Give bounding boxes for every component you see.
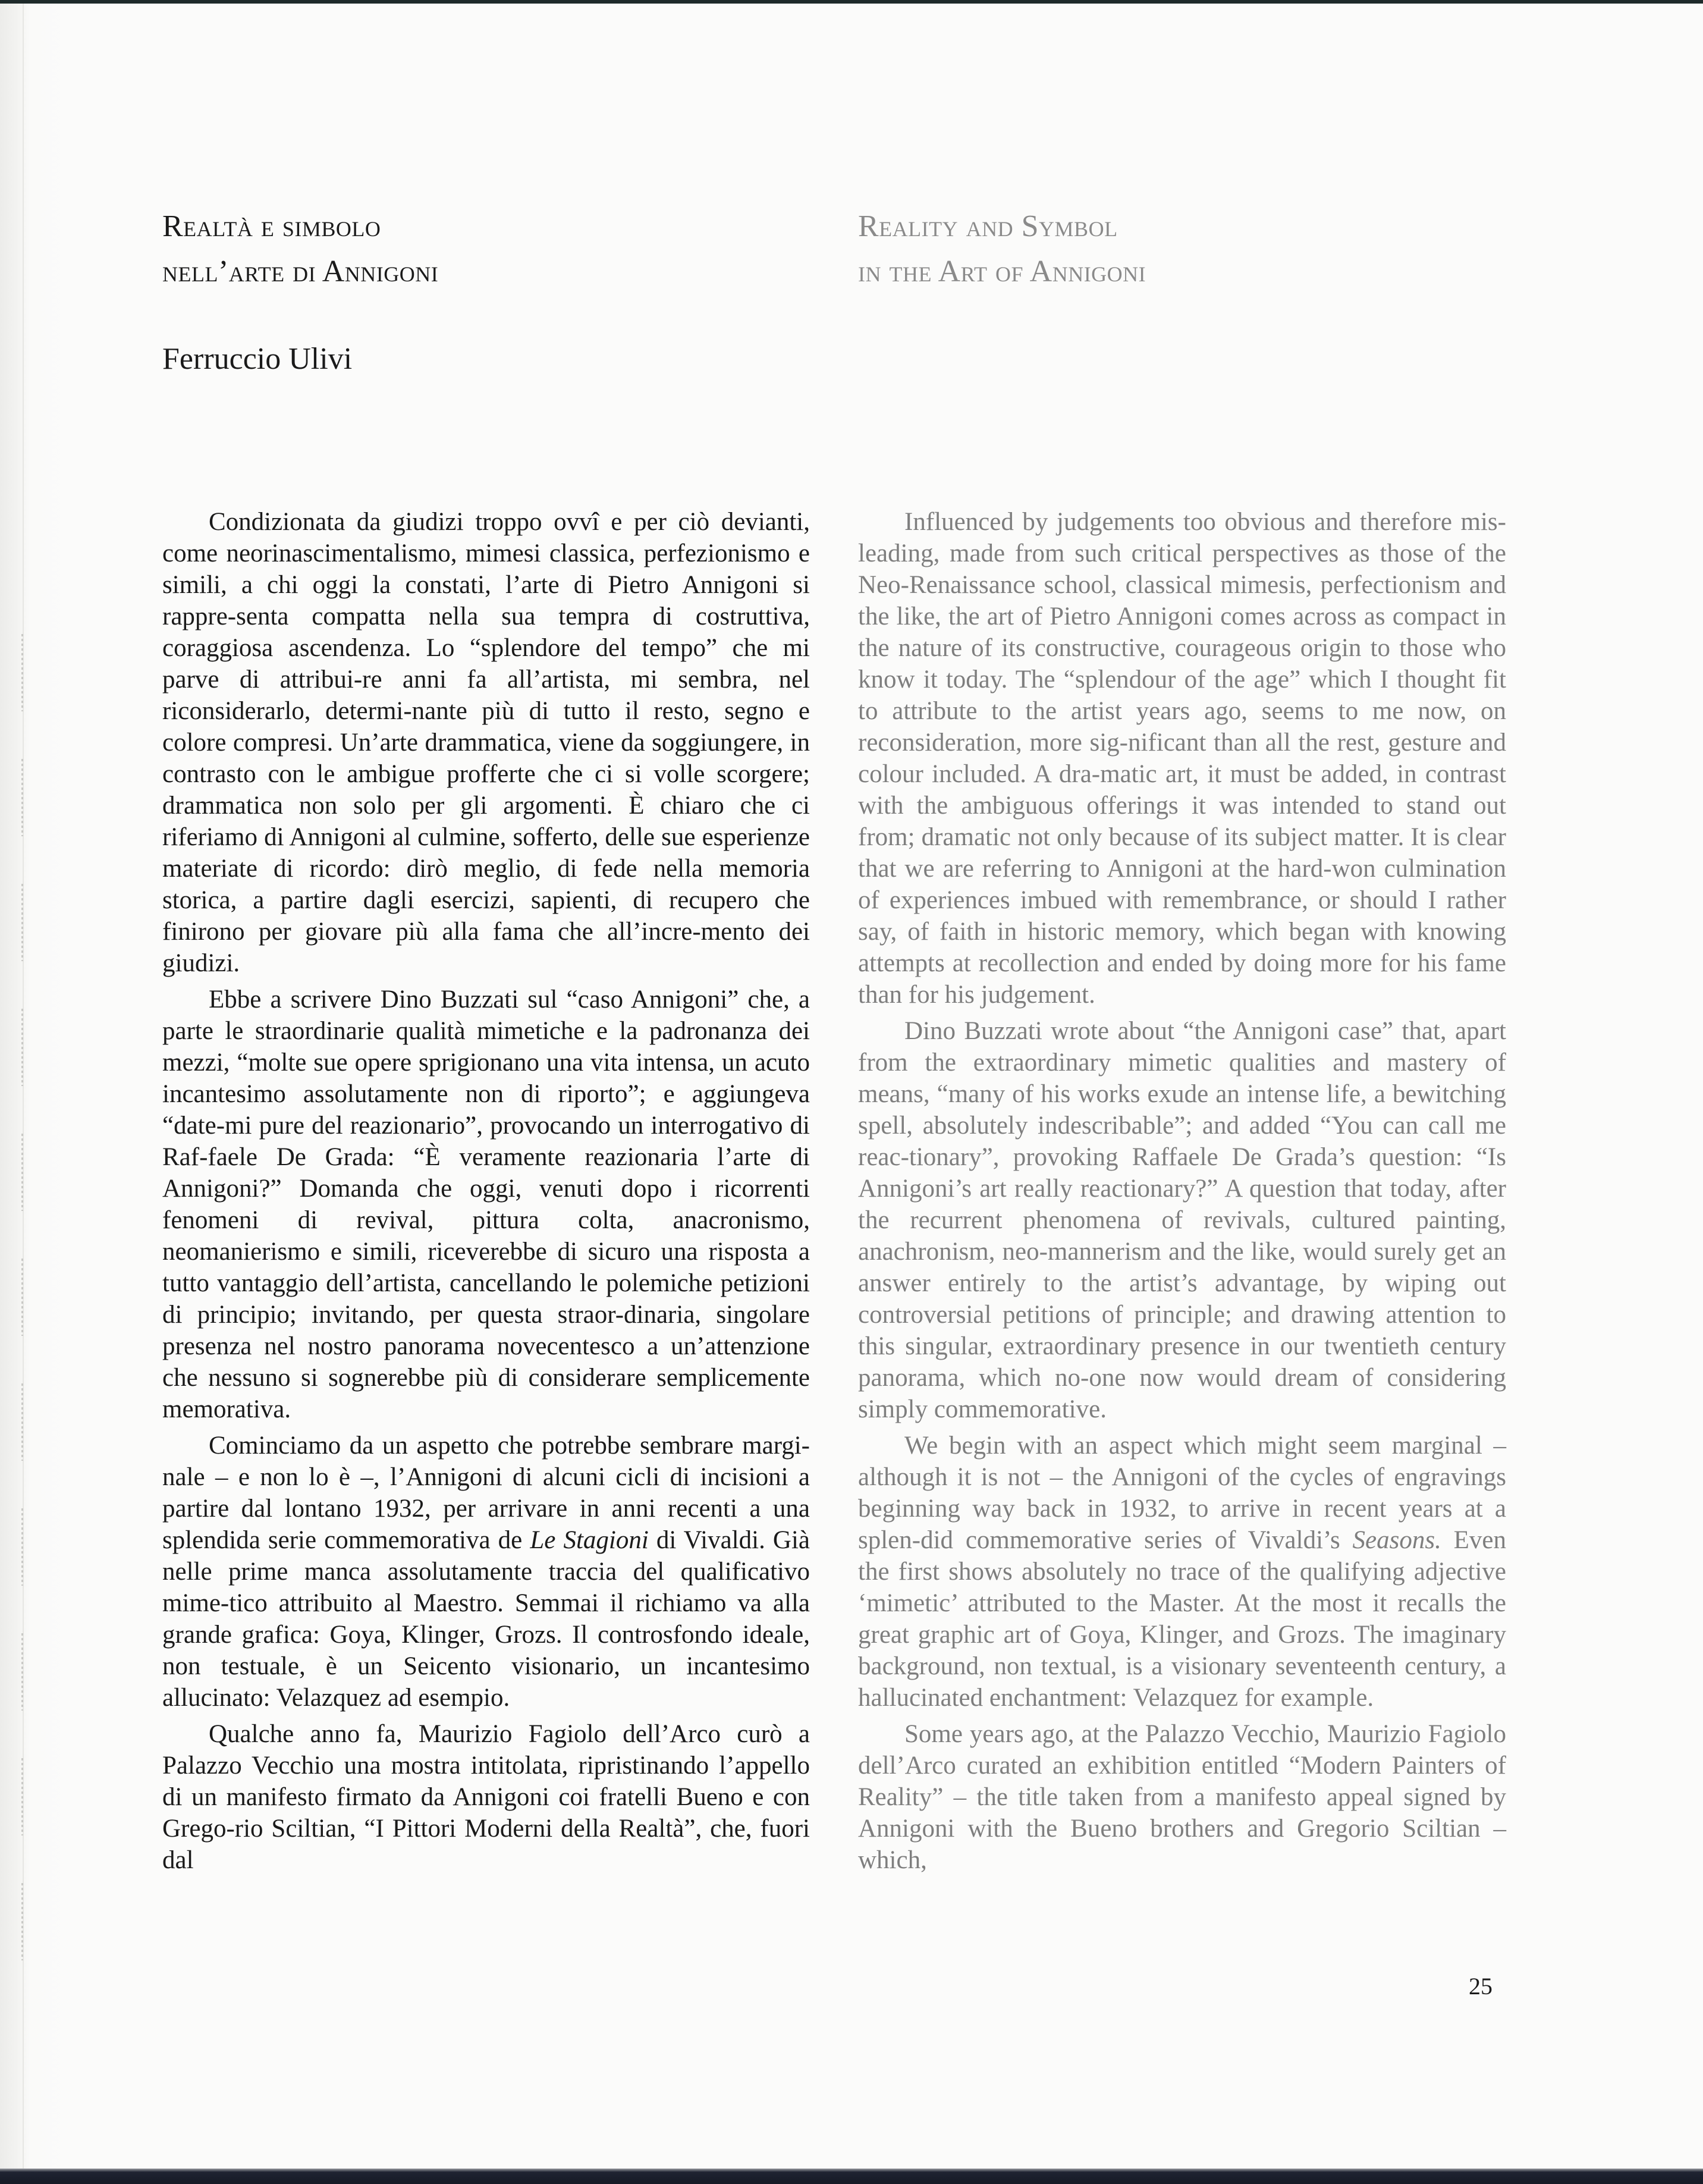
italian-paragraph: Condizionata da giudizi troppo ovvî e per ciò devianti, come neorinascimentalismo, mimesi classica, perfezionismo e simili, a chi oggi la constati, l’arte di Pietro Annigoni si rappre-senta compatta nella sua tempra di costruttiva, coraggiosa ascendenza. Lo “splendore del tempo” che mi parve di attribui-re anni fa all’artista, mi sembra, nel riconsiderarlo, determi-nante più di tutto il resto, segno e colore compresi. Un’arte drammatica, viene da soggiungere, in contrasto con le ambigue profferte che ci si volle scorgere; drammatica non solo per gli argomenti. È chiaro che ci riferiamo di Annigoni al culmine, sofferto, delle sue esperienze materiate di ricordo: dirò meglio, di fede nella memoria storica, a partire dagli esercizi, sapienti, di recupero che finirono per giovare più alla fama che all’incre-mento dei giudizi.: [162, 508, 810, 977]
book-gutter: [23, 4, 24, 2169]
page-number: 25: [1469, 1973, 1493, 2000]
italian-paragraph-text: Cominciamo da un aspetto che potrebbe sembrare margi-nale – e non lo è –, l’Annigoni di alcuni cicli di incisioni a partire dal lontano 1932, per arrivare in anni recenti a una splendida serie commemorativa de: [162, 1432, 810, 1554]
english-text-column: [858, 506, 1506, 1881]
binding-stitch: [21, 1758, 23, 1835]
english-title-line-1: Reality and Symbol: [858, 209, 1118, 243]
english-paragraph: Influenced by judgements too obvious and therefore mis-leading, made from such critical perspectives as those of the Neo-Renaissance school, classical mimesis, perfectionism and the like, the art of Pietro Annigoni comes across as compact in the nature of its constructive, courageous origin to those who know it today. The “splendour of the age” which I thought fit to attribute to the artist years ago, seems to me now, on reconsideration, more sig-nificant than all the rest, gesture and colour included. A dra-matic art, it must be added, in contrast with the ambiguous offerings it was intended to stand out from; dramatic not only because of its subject matter. It is clear that we are referring to Annigoni at the hard-won culmination of experiences imbued with remembrance, or should I rather say, of faith in historic memory, which began with knowing attempts at recollection and ended by doing more for his fame than for his judgement.: [858, 508, 1506, 1009]
binding-stitch: [21, 1134, 23, 1211]
italic-work-title: Le Stagioni: [530, 1526, 649, 1554]
english-paragraph: Dino Buzzati wrote about “the Annigoni case” that, apart from the extraordinary mimetic qualities and mastery of means, “many of his works exude an intense life, a bewitching spell, absolutely indescribable”; and added “You can call me reac-tionary”, provoking Raffaele De Grada’s question: “Is Annigoni’s art really reactionary?” A question that today, after the recurrent phenomena of revivals, cultured painting, anachronism, neo-mannerism and the like, would surely get an answer entirely to the artist’s advantage, by wiping out controversial petitions of principle; and drawing attention to this singular, extraordinary presence in our twentieth century panorama, which no-one now would dream of considering simply commemorative.: [858, 1017, 1506, 1423]
english-paragraph: [858, 1430, 1506, 1714]
italian-title-line-2: nell’arte di Annigoni: [162, 255, 439, 288]
english-title: [858, 204, 1146, 294]
binding-stitch: [21, 1883, 23, 1960]
italian-paragraph: [162, 1430, 810, 1714]
italian-title-line-1: Realtà e simbolo: [162, 209, 381, 243]
binding-stitch: [21, 1508, 23, 1586]
italian-text-column: [162, 506, 810, 1881]
italian-paragraph: Qualche anno fa, Maurizio Fagiolo dell’Arco curò a Palazzo Vecchio una mostra intitolata, ripristinando l’appello di un manifesto firmato da Annigoni coi fratelli Bueno e con Grego-rio Sciltian, “I Pittori Moderni della Realtà”, che, fuori dal: [162, 1720, 810, 1874]
binding-stitch: [21, 1259, 23, 1336]
binding-stitch: [21, 1009, 23, 1086]
binding-stitch: [21, 759, 23, 836]
english-title-line-2: in the Art of Annigoni: [858, 255, 1146, 288]
author-name: Ferruccio Ulivi: [162, 342, 353, 376]
italic-work-title: Seasons.: [1352, 1526, 1441, 1554]
english-paragraph-text: Even the first shows absolutely no trace of the qualifying adjective ‘mimetic’ attributed to the Master. At the most it recalls the great graphic art of Goya, Klinger, and Grozs. The imaginary background, non textual, is a visionary seventeenth century, a hallucinated enchantment: Velazquez for example.: [858, 1526, 1506, 1712]
binding-stitch: [21, 1383, 23, 1461]
italian-paragraph: Ebbe a scrivere Dino Buzzati sul “caso Annigoni” che, a parte le straordinarie qualità mimetiche e la padronanza dei mezzi, “molte sue opere sprigionano una vita intensa, un acuto incantesimo assolutamente non di riporto”; e aggiungeva “date-mi pure del reazionario”, provocando un interrogativo di Raf-faele De Grada: “È veramente reazionaria l’arte di Annigoni?” Domanda che oggi, venuti dopo i ricorrenti fenomeni di revival, pittura colta, anacronismo, neomanierismo e simili, riceverebbe di sicuro una risposta a tutto vantaggio dell’artista, cancellando le polemiche petizioni di principio; invitando, per questa straor-dinaria, singolare presenza nel nostro panorama novecentesco a un’attenzione che nessuno si sognerebbe più di considerare semplicemente memorativa.: [162, 986, 810, 1423]
book-page: [0, 4, 1703, 2169]
english-paragraph: Some years ago, at the Palazzo Vecchio, Maurizio Fagiolo dell’Arco curated an exhibition entitled “Modern Painters of Reality” – the title taken from a manifesto appeal signed by Annigoni with the Bueno brothers and Gregorio Sciltian – which,: [858, 1720, 1506, 1874]
italian-title: [162, 204, 438, 294]
italian-paragraph-text: di Vivaldi. Già nelle prime manca assolutamente traccia del qualificativo mime-tico attribuito al Maestro. Semmai il richiamo va alla grande grafica: Goya, Klinger, Grozs. Il controsfondo ideale, non testuale, è un Seicento visionario, un incantesimo allucinato: Velazquez ad esempio.: [162, 1526, 810, 1712]
english-paragraph-text: We begin with an aspect which might seem marginal – although it is not – the Annigoni of the cycles of engravings beginning way back in 1932, to arrive in recent years at a splen-did commemorative series of Vivaldi’s: [858, 1432, 1506, 1554]
binding-stitch: [21, 634, 23, 711]
binding-stitch: [21, 1633, 23, 1711]
scan-bottom-edge: [0, 2169, 1703, 2184]
binding-stitch: [21, 884, 23, 961]
